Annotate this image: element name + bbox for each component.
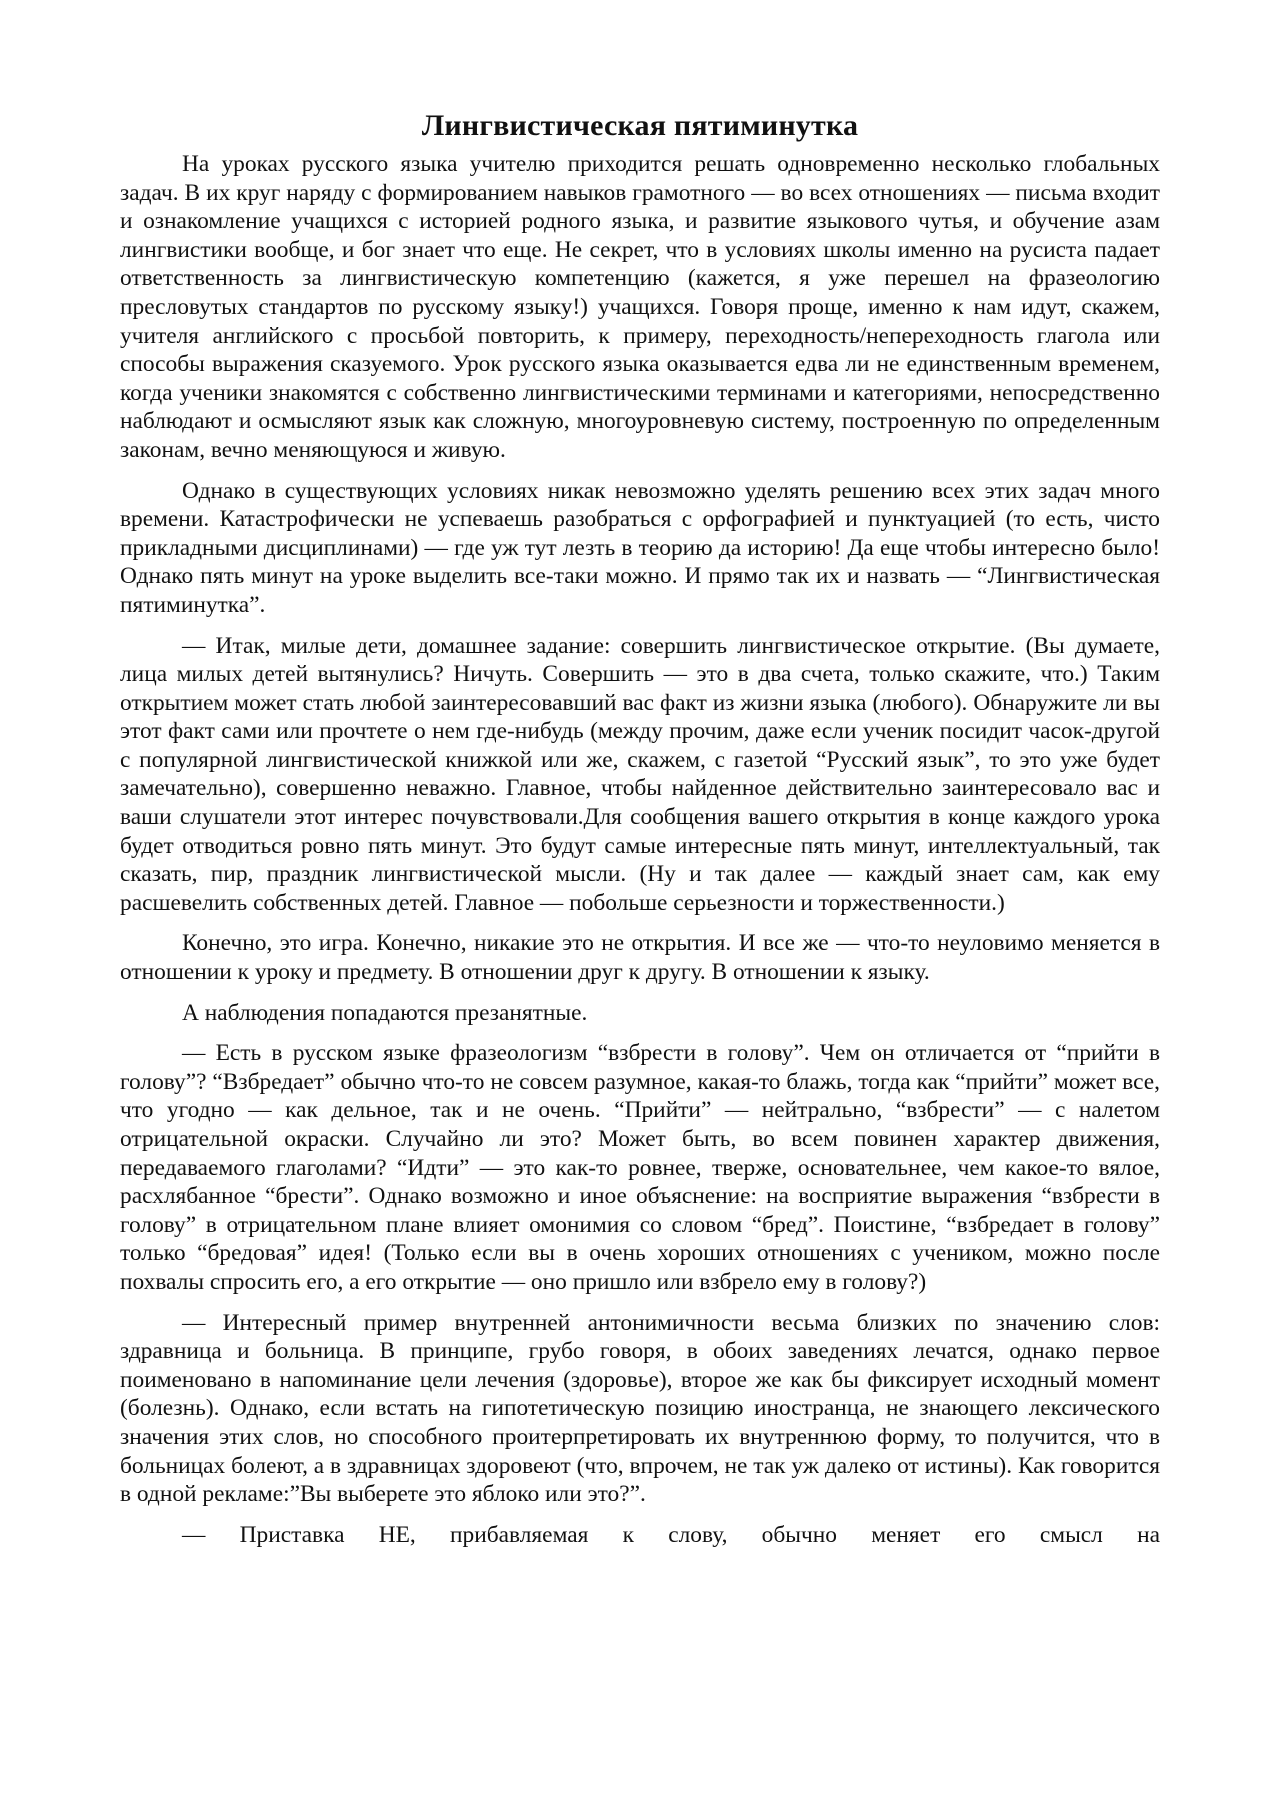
paragraph-4: Конечно, это игра. Конечно, никакие это не открытия. И все же — что-то неуловимо меняется в отношении к уроку и предмету. В отношении друг к другу. В отношении к языку.: [120, 930, 1160, 986]
paragraph-1: На уроках русского языка учителю приходится решать одновременно несколько глобальных задач. В их круг наряду с формированием навыков грамотного — во всех отношениях — письма входит и ознакомление учащихся с историей родного языка, и развитие языкового чутья, и обучение азам лингвистики вообще, и бог знает что еще. Не секрет, что в условиях школы именно на русиста падает ответственность за лингвистическую компетенцию (кажется, я уже перешел на фразеологию пресловутых стандартов по русскому языку!) учащихся. Говоря проще, именно к нам идут, скажем, учителя английского с просьбой повторить, к примеру, переходность/непереходность глагола или способы выражения сказуемого. Урок русского языка оказывается едва ли не единственным временем, когда ученики знакомятся с собственно лингвистическими терминами и категориями, непосредственно наблюдают и осмысляют язык как сложную, многоуровневую систему, построенную по определенным законам, вечно меняющуюся и живую.: [120, 151, 1160, 463]
paragraph-7: — Интересный пример внутренней антонимичности весьма близких по значению слов: здравница и больница. В принципе, грубо говоря, в обоих заведениях лечатся, однако первое поименовано в напоминание цели лечения (здоровье), второе же как бы фиксирует исходный момент (болезнь). Однако, если встать на гипотетическую позицию иностранца, не знающего лексического значения этих слов, но способного проитерпретировать их внутреннюю форму, то получится, что в больницах болеют, а в здравницах здоровеют (что, впрочем, не так уж далеко от истины). Как говорится в одной рекламе:”Вы выберете это яблоко или это?”.: [120, 1309, 1160, 1508]
paragraph-5: А наблюдения попадаются презанятные.: [182, 999, 588, 1026]
paragraph-8: — Приставка НЕ, прибавляемая к слову, обычно меняет его смысл на: [182, 1521, 1160, 1548]
paragraph-6: — Есть в русском языке фразеологизм “взбрести в голову”. Чем он отличается от “прийти в голову”? “Взбредает” обычно что-то не совсем разумное, какая-то блажь, тогда как “прийти” может все, что угодно — как дельное, так и не очень. “Прийти” — нейтрально, “взбрести” — с налетом отрицательной окраски. Случайно ли это? Может быть, во всем повинен характер движения, передаваемого глаголами? “Идти” — это как-то ровнее, тверже, основательнее, чем какое-то вялое, расхлябанное “брести”. Однако возможно и иное объяснение: на восприятие выражения “взбрести в голову” в отрицательном плане влияет омонимия со словом “бред”. Поистине, “взбредает в голову” только “бредовая” идея! (Только если вы в очень хороших отношениях с учеником, можно после похвалы спросить его, а его открытие — оно пришло или взбрело ему в голову?): [120, 1040, 1160, 1295]
document-title: Лингвистическая пятиминутка: [421, 109, 859, 142]
paragraph-2: Однако в существующих условиях никак невозможно уделять решению всех этих задач много времени. Катастрофически не успеваешь разобраться с орфографией и пунктуацией (то есть, чисто прикладными дисциплинами) — где уж тут лезть в теорию да историю! Да еще чтобы интересно было! Однако пять минут на уроке выделить все-таки можно. И прямо так их и назвать — “Лингвистическая пятиминутка”.: [120, 477, 1160, 618]
paragraph-3: — Итак, милые дети, домашнее задание: совершить лингвистическое открытие. (Вы думаете, лица милых детей вытянулись? Ничуть. Совершить — это в два счета, только скажите, что.) Таким открытием может стать любой заинтересовавший вас факт из жизни языка (любого). Обнаружите ли вы этот факт сами или прочтете о нем где-нибудь (между прочим, даже если ученик посидит часок-другой с популярной лингвистической книжкой или же, скажем, с газетой “Русский язык”, то это уже будет замечательно), совершенно неважно. Главное, чтобы найденное действительно заинтересовало вас и ваши слушатели этот интерес почувствовали.Для сообщения вашего открытия в конце каждого урока будет отводиться ровно пять минут. Это будут самые интересные пять минут, интеллектуальный, так сказать, пир, праздник лингвистической мысли. (Ну и так далее — каждый знает сам, как ему расшевелить собственных детей. Главное — побольше серьезности и торжественности.): [120, 632, 1160, 916]
document-page: [120, 108, 1160, 1549]
